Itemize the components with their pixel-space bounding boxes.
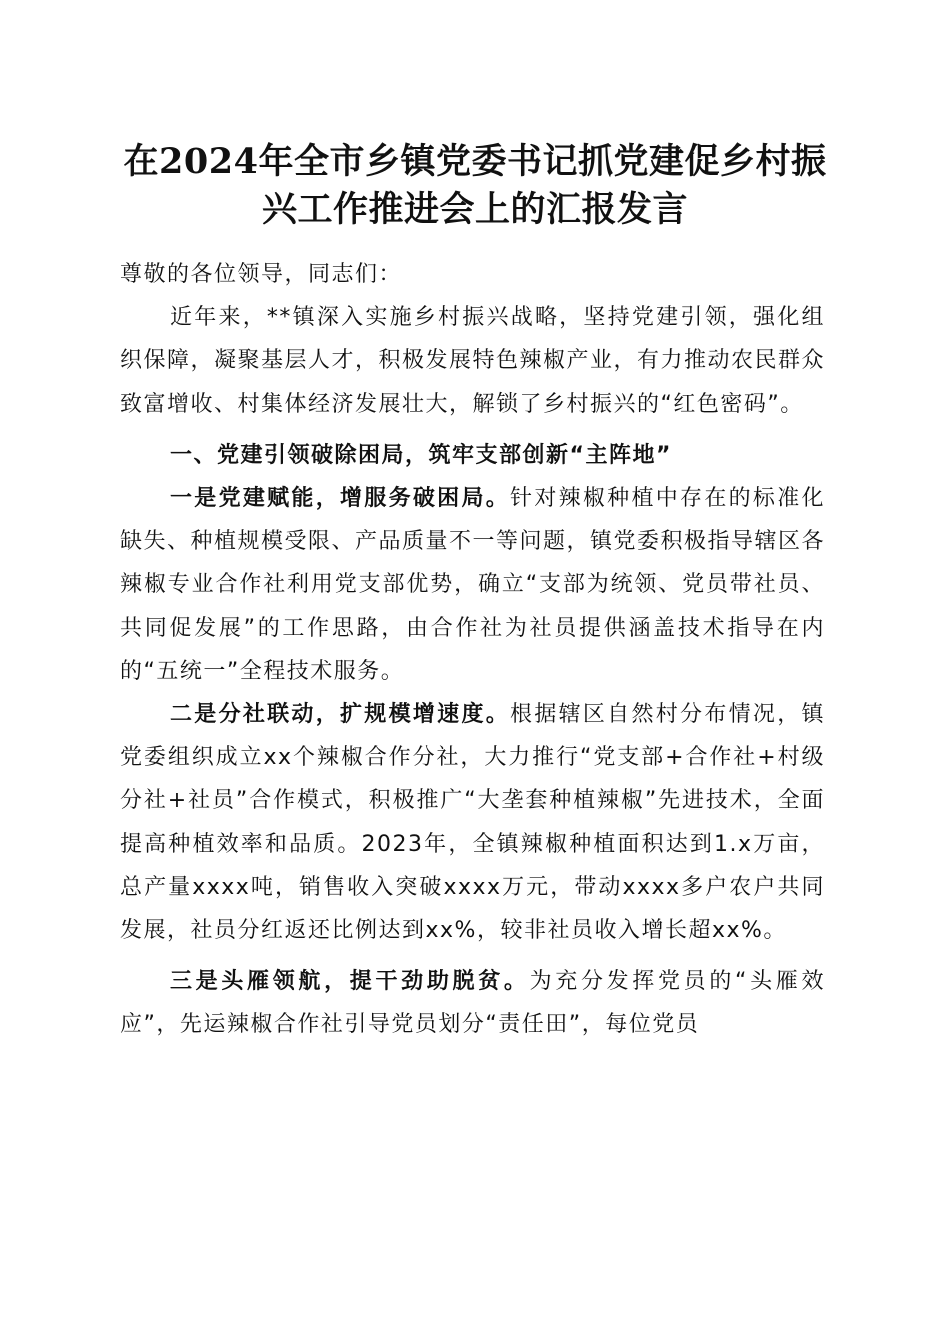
salutation: 尊敬的各位领导，同志们： <box>120 262 403 287</box>
section-heading-1: 一、党建引领破除困局，筑牢支部创新“主阵地” <box>170 442 672 468</box>
paragraph-1 <box>120 477 825 693</box>
paragraph-1-text: 针对辣椒种植中存在的标准化缺失、种植规模受限、产品质量不一等问题，镇党委积极指导辖区各辣椒专业合作社利用党支部优势，确立“支部为统领、党员带社员、共同促发展”的工作思路，由合作社为社员提供涵盖技术指导在内的“五统一”全程技术服务。 <box>120 486 826 684</box>
intro-paragraph: 近年来，**镇深入实施乡村振兴战略，坚持党建引领，强化组织保障，凝聚基层人才，积极发展特色辣椒产业，有力推动农民群众致富增收、村集体经济发展壮大，解锁了乡村振兴的“红色密码”。 <box>120 305 826 417</box>
title-line-1: 在2024年全市乡镇党委书记抓党建促乡村振 <box>123 141 827 182</box>
paragraph-1-lead: 一是党建赋能，增服务破困局。 <box>170 486 511 512</box>
paragraph-2-lead: 二是分社联动，扩规模增速度。 <box>170 702 511 728</box>
paragraph-3-text: 为充分发挥党员的“头雁效应”，先运辣椒合作社引导党员划分“责任田”，每位党员 <box>120 969 825 1038</box>
paragraph-2 <box>120 693 825 952</box>
paragraph-3-lead: 三是头雁领航，提干劲助脱贫。 <box>170 969 530 995</box>
paragraph-3 <box>120 960 825 1046</box>
document-title <box>110 138 840 234</box>
paragraph-2-text: 根据辖区自然村分布情况，镇党委组织成立xx个辣椒合作分社，大力推行“党支部+合作社+村级分社+社员”合作模式，积极推广“大垄套种植辣椒”先进技术，全面提高种植效率和品质。2023年，全镇辣椒种植面积达到1.x万亩，总产量xxxx吨，销售收入突破xxxx万元，带动xxxx多户农户共同发展，社员分红返还比例达到xx%，较非社员收入增长超xx%。 <box>120 702 825 944</box>
document-body <box>120 253 825 1047</box>
title-line-2: 兴工作推进会上的汇报发言 <box>261 189 688 230</box>
